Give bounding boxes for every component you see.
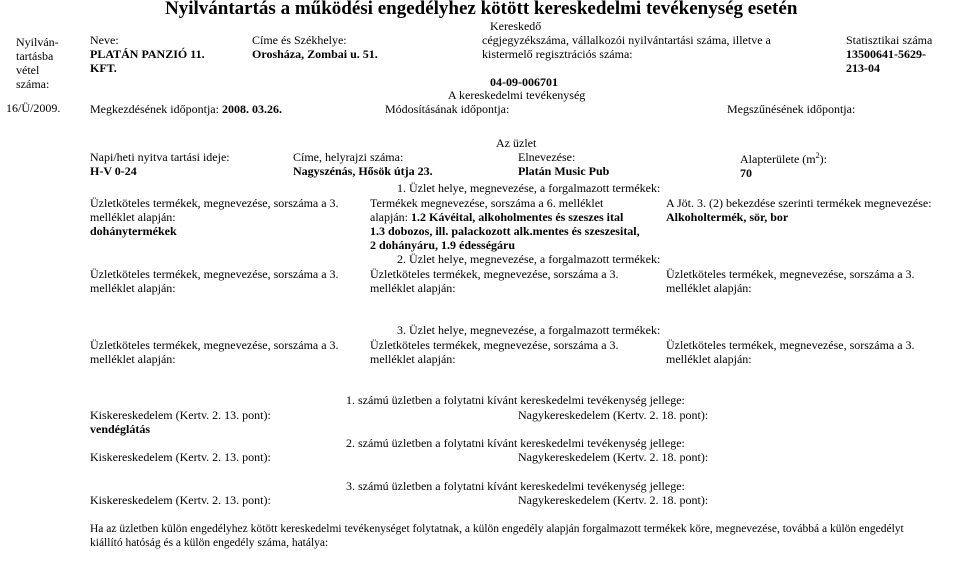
unit1-mid-value: 1.2 Kávéital, alkoholmentes és szeszes ital xyxy=(410,210,624,224)
shop-area-unit-sup: 2 xyxy=(815,151,820,160)
wholesale-label-3: Nagykereskedelem (Kertv. 2. 18. pont): xyxy=(518,493,709,507)
unit2-mid-label-line1: Üzletköteles termékek, megnevezése, sorszáma a 3. xyxy=(370,267,619,281)
unit2-mid-label-line2: melléklet alapján: xyxy=(370,281,456,295)
unit2-left-label-line1: Üzletköteles termékek, megnevezése, sorszáma a 3. xyxy=(90,267,339,281)
unit3-header: 3. Üzlet helye, megnevezése, a forgalmazott termékek: xyxy=(397,323,661,337)
retail-label-3: Kiskereskedelem (Kertv. 2. 13. pont): xyxy=(90,493,271,507)
registration-number: 16/Ü/2009. xyxy=(6,101,61,115)
trader-address-value: Orosháza, Zombai u. 51. xyxy=(252,47,378,61)
unit1-right-value: Alkoholtermék, sör, bor xyxy=(666,210,789,224)
unit3-left-label-line2: melléklet alapján: xyxy=(90,352,176,366)
shop-name-value: Platán Music Pub xyxy=(518,164,610,178)
activity-start xyxy=(90,102,282,116)
unit1-header: 1. Üzlet helye, megnevezése, a forgalmazott termékek: xyxy=(397,181,661,195)
trader-address-label: Címe és Székhelye: xyxy=(252,33,347,47)
unit1-mid-label-prefix: alapján: xyxy=(370,210,411,224)
unit2-right-label-line1: Üzletköteles termékek, megnevezése, sorszáma a 3. xyxy=(666,267,915,281)
registration-label-line: száma: xyxy=(16,77,50,91)
character-header-3: 3. számú üzletben a folytatni kívánt kereskedelmi tevékenység jellege: xyxy=(346,479,685,493)
shop-area-label xyxy=(740,152,827,166)
unit1-mid-value: 2 dohányáru, 1.9 édességáru xyxy=(370,238,516,252)
activity-section-label: A kereskedelmi tevékenység xyxy=(448,88,586,102)
retail-label-2: Kiskereskedelem (Kertv. 2. 13. pont): xyxy=(90,450,271,464)
trader-stat-line1: 13500641-5629- xyxy=(846,47,926,61)
unit3-right-label-line2: melléklet alapján: xyxy=(666,352,752,366)
shop-section-label: Az üzlet xyxy=(496,136,537,150)
trader-regno-label-line1: cégjegyzékszáma, vállalkozói nyilvántartási száma, illetve a xyxy=(482,33,771,47)
activity-end-label: Megszűnésének időpontja: xyxy=(727,102,856,116)
wholesale-label-1: Nagykereskedelem (Kertv. 2. 18. pont): xyxy=(518,408,709,422)
trader-stat-line2: 213-04 xyxy=(846,61,880,75)
unit3-right-label-line1: Üzletköteles termékek, megnevezése, sorszáma a 3. xyxy=(666,338,915,352)
shop-name-label: Elnevezése: xyxy=(518,150,576,164)
footer-line1: Ha az üzletben külön engedélyhez kötött kereskedelmi tevékenységet folytatnak, a külön engedély alapján forgalmazott termékek köre, megnevezése, továbbá a külön engedélyt xyxy=(90,523,904,535)
registration-label xyxy=(16,35,59,91)
trader-name-line2: KFT. xyxy=(90,61,117,75)
trader-regno-label-line2: kistermelő regisztrációs száma: xyxy=(482,47,633,61)
registration-label-line: tartásba xyxy=(16,49,54,63)
unit1-left-label-line1: Üzletköteles termékek, megnevezése, sorszáma a 3. xyxy=(90,196,339,210)
unit2-left-label-line2: melléklet alapján: xyxy=(90,281,176,295)
registration-label-line: vétel xyxy=(16,63,40,77)
unit3-left-label-line1: Üzletköteles termékek, megnevezése, sorszáma a 3. xyxy=(90,338,339,352)
trader-section-label: Kereskedő xyxy=(490,19,542,33)
unit3-mid-label-line2: melléklet alapján: xyxy=(370,352,456,366)
registration-label-line: Nyilván- xyxy=(16,35,59,49)
unit2-right-label-line2: melléklet alapján: xyxy=(666,281,752,295)
unit1-left-value: dohánytermékek xyxy=(90,224,177,238)
shop-area-value: 70 xyxy=(740,166,752,180)
activity-start-label: Megkezdésének időpontja: xyxy=(90,102,219,116)
unit1-left-label-line2: melléklet alapján: xyxy=(90,210,176,224)
trader-name-label: Neve: xyxy=(90,33,119,47)
trader-stat-label: Statisztikai száma xyxy=(846,33,933,47)
unit1-mid-label-line1: Termékek megnevezése, sorszáma a 6. melléklet xyxy=(370,196,604,210)
unit1-mid-line2 xyxy=(370,210,623,224)
character-header-2: 2. számú üzletben a folytatni kívánt kereskedelmi tevékenység jellege: xyxy=(346,436,685,450)
unit1-mid-value: 1.3 dobozos, ill. palackozott alk.mentes és szeszesital, xyxy=(370,224,640,238)
retail-label-1: Kiskereskedelem (Kertv. 2. 13. pont): xyxy=(90,408,271,422)
page-title: Nyilvántartás a működési engedélyhez kötött kereskedelmi tevékenység esetén xyxy=(165,0,798,19)
footer-line2: kiállító hatóság és a külön engedély száma, hatálya: xyxy=(90,537,329,549)
trader-regno-value: 04-09-006701 xyxy=(490,75,558,89)
activity-start-value: 2008. 03.26. xyxy=(221,102,282,116)
unit2-header: 2. Üzlet helye, megnevezése, a forgalmazott termékek: xyxy=(397,252,661,266)
retail-value-1: vendéglátás xyxy=(90,422,150,436)
shop-address-value: Nagyszénás, Hősök útja 23. xyxy=(293,164,433,178)
shop-area-label-text: Alapterülete (m xyxy=(740,152,816,166)
activity-modified-label: Módosításának időpontja: xyxy=(385,102,510,116)
trader-name-line1: PLATÁN PANZIÓ 11. xyxy=(90,47,205,61)
shop-hours-label: Napi/heti nyitva tartási ideje: xyxy=(90,150,230,164)
wholesale-label-2: Nagykereskedelem (Kertv. 2. 18. pont): xyxy=(518,450,709,464)
shop-area-label-suffix: ): xyxy=(819,152,827,166)
character-header-1: 1. számú üzletben a folytatni kívánt kereskedelmi tevékenység jellege: xyxy=(346,393,685,407)
shop-address-label: Címe, helyrajzi száma: xyxy=(293,150,404,164)
unit3-mid-label-line1: Üzletköteles termékek, megnevezése, sorszáma a 3. xyxy=(370,338,619,352)
shop-hours-value: H-V 0-24 xyxy=(90,164,137,178)
unit1-right-label: A Jöt. 3. (2) bekezdése szerinti termékek megnevezése: xyxy=(666,196,932,210)
